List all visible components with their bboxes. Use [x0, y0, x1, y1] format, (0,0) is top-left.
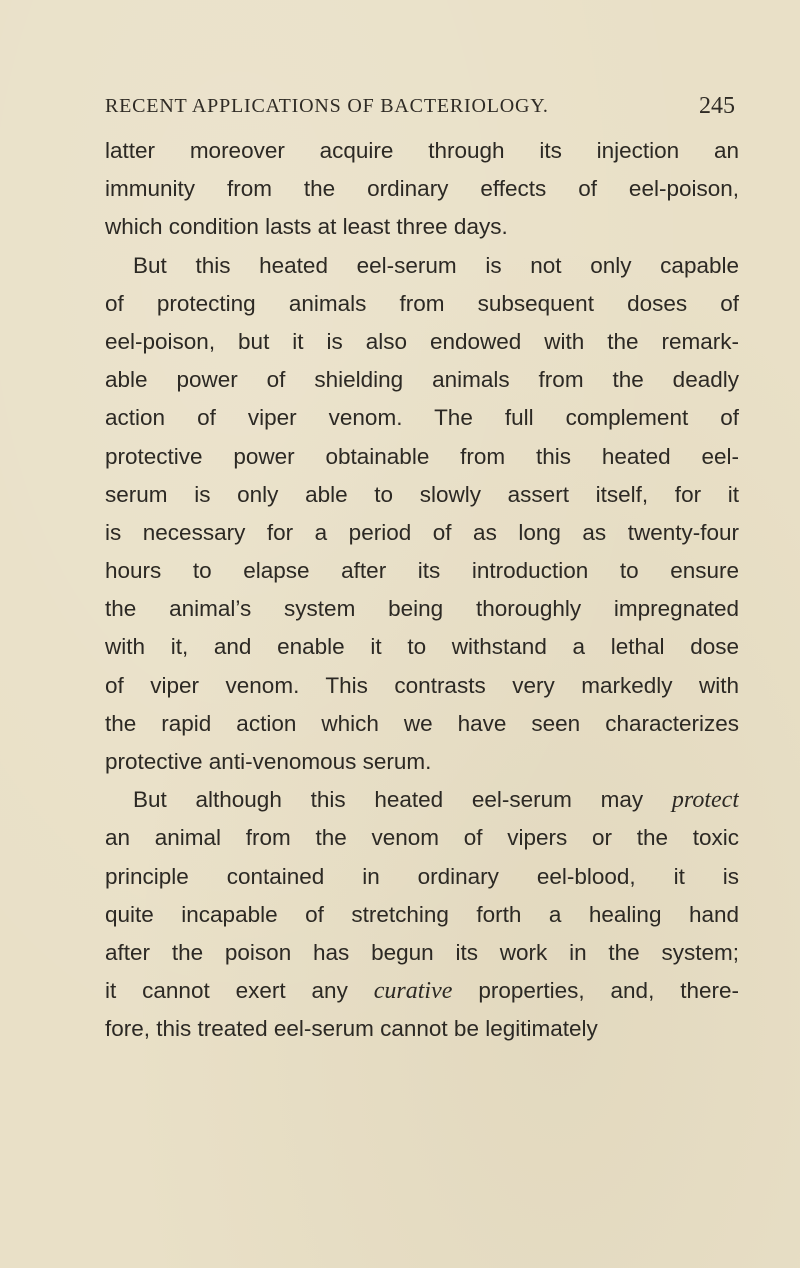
italic-text-run: protect — [671, 787, 739, 814]
text-line — [105, 781, 739, 819]
text-line — [105, 972, 739, 1010]
text-run: properties, and, there- — [478, 978, 739, 1004]
text-line: of viper venom. This contrasts very markedly with — [105, 672, 739, 698]
text-line: an animal from the venom of vipers or the toxic — [105, 825, 739, 851]
text-line: immunity from the ordinary effects of eel-poison, — [105, 176, 739, 202]
text-line: the animal’s system being thoroughly impregnated — [105, 596, 739, 622]
text-line: fore, this treated eel-serum cannot be legitimately — [105, 1016, 598, 1042]
text-line: which condition lasts at least three days. — [105, 214, 508, 240]
body-text — [105, 132, 739, 1049]
text-line: protective anti-venomous serum. — [105, 749, 432, 774]
text-line: able power of shielding animals from the deadly — [105, 367, 739, 393]
text-run: But although this heated eel-serum may — [133, 787, 644, 813]
text-line: But this heated eel-serum is not only capable — [133, 252, 739, 278]
text-line: eel-poison, but it is also endowed with the remark- — [105, 328, 739, 354]
text-run: it cannot exert any — [105, 978, 348, 1004]
italic-text-run: curative — [373, 978, 453, 1005]
text-line: of protecting animals from subsequent doses of — [105, 290, 739, 316]
text-line: after the poison has begun its work in the system; — [105, 939, 739, 965]
text-line: action of viper venom. The full complement of — [105, 405, 739, 431]
text-line: quite incapable of stretching forth a healing hand — [105, 901, 739, 927]
text-line: latter moreover acquire through its injection an — [105, 138, 739, 163]
text-line: is necessary for a period of as long as twenty-four — [105, 519, 739, 545]
text-line: protective power obtainable from this heated eel- — [105, 443, 739, 469]
text-line: with it, and enable it to withstand a lethal dose — [105, 634, 739, 660]
text-line: the rapid action which we have seen characterizes — [105, 710, 739, 736]
running-title: RECENT APPLICATIONS OF BACTERIOLOGY. — [105, 95, 549, 117]
text-line: serum is only able to slowly assert itself, for it — [105, 481, 739, 507]
page-number: 245 — [699, 93, 735, 119]
text-line: hours to elapse after its introduction to ensure — [105, 558, 739, 584]
text-line: principle contained in ordinary eel-blood, it is — [105, 863, 739, 889]
